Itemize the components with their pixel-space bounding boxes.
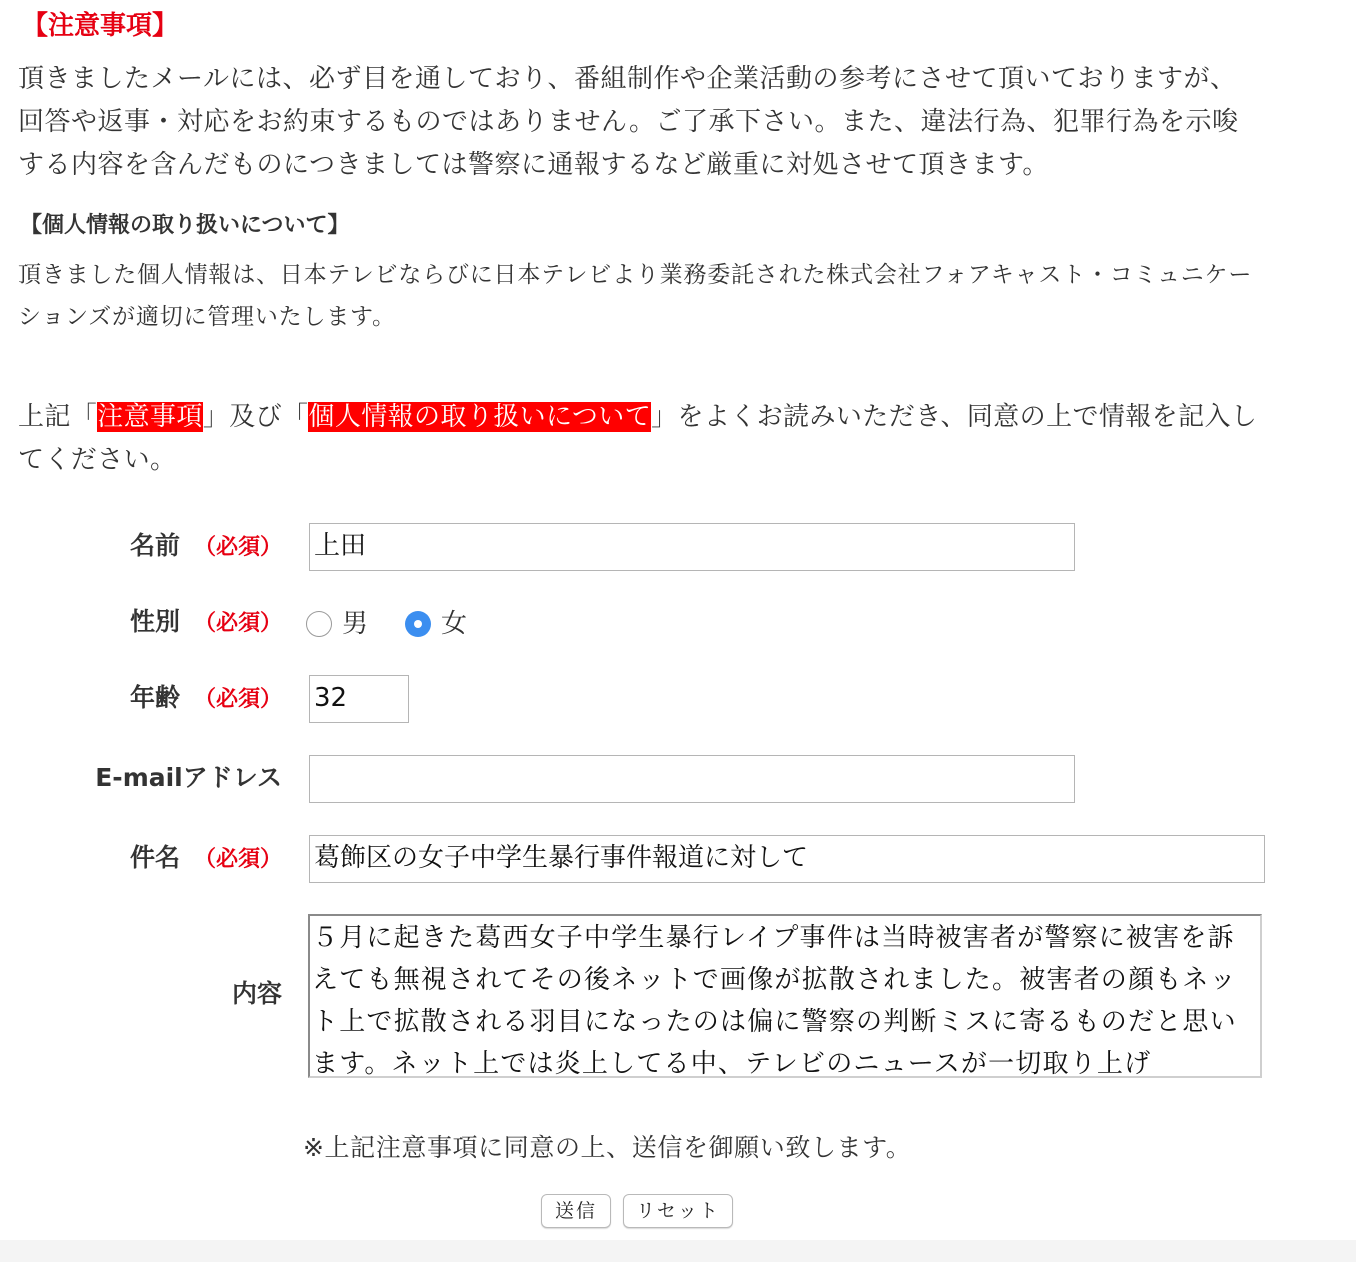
name-input[interactable]: 上田 xyxy=(309,523,1075,571)
gender-male-radio[interactable] xyxy=(306,611,332,637)
email-label-text: E-mailアドレス xyxy=(95,763,282,792)
gender-label xyxy=(130,602,282,644)
name-label-text: 名前 xyxy=(129,531,180,560)
notice-heading: 【注意事項】 xyxy=(22,11,179,41)
agreement-suffix: 」をよくお読みいただき、同意の上で情報を記入してください。 xyxy=(18,402,1258,475)
content-text: ５月に起きた葛西女子中学生暴行レイプ事件は当時被害者が警察に被害を訴えても無視されてその後ネットで画像が拡散されました。被害者の顔もネット上で拡散される羽目になったのは偏に警察の判断ミスに寄るものだと思います。ネット上では炎上してる中、テレビのニュースが一切取り上げ xyxy=(312,923,1237,1078)
subject-input[interactable]: 葛飾区の女子中学生暴行事件報道に対して xyxy=(309,835,1265,883)
required-mark: （必須） xyxy=(193,847,282,872)
reset-button[interactable]: リセット xyxy=(623,1194,733,1228)
privacy-link[interactable]: 個人情報の取り扱いについて xyxy=(308,402,652,432)
age-label-text: 年齢 xyxy=(129,683,180,712)
notice-text: 頂きましたメールには、必ず目を通しており、番組制作や企業活動の参考にさせて頂いておりますが、回答や返事・対応をお約束するものではありません。ご了承下さい。また、違法行為、犯罪行為を示唆する内容を含んだものにつきましては警察に通報するなど厳重に対処させて頂きます。 xyxy=(18,64,1239,180)
gender-female-radio[interactable] xyxy=(405,611,431,637)
privacy-text: 頂きました個人情報は、日本テレビならびに日本テレビより業務委託された株式会社フォアキャスト・コミュニケーションズが適切に管理いたします。 xyxy=(18,262,1253,330)
agreement-text xyxy=(18,396,1258,482)
submit-button[interactable]: 送信 xyxy=(541,1194,611,1228)
subject-label xyxy=(130,838,282,880)
content-label xyxy=(232,974,282,1014)
name-label xyxy=(130,526,282,568)
age-label xyxy=(130,678,282,720)
content-label-text: 内容 xyxy=(231,979,282,1008)
notice-link[interactable]: 注意事項 xyxy=(97,402,203,432)
consent-note: ※上記注意事項に同意の上、送信を御願い致します。 xyxy=(303,1133,912,1162)
email-input[interactable] xyxy=(309,755,1075,803)
subject-label-text: 件名 xyxy=(129,843,180,872)
content-textarea[interactable] xyxy=(308,914,1262,1078)
email-label xyxy=(95,758,282,798)
bottom-bar xyxy=(0,1240,1356,1262)
gender-female-label[interactable]: 女 xyxy=(441,609,468,639)
age-input[interactable]: 32 xyxy=(309,675,409,723)
agreement-mid: 」及び「 xyxy=(202,402,309,432)
privacy-heading: 【個人情報の取り扱いについて】 xyxy=(20,213,350,238)
gender-label-text: 性別 xyxy=(129,607,180,636)
agreement-prefix: 上記「 xyxy=(18,402,98,432)
gender-male-label[interactable]: 男 xyxy=(342,609,369,639)
required-mark: （必須） xyxy=(193,687,282,712)
required-mark: （必須） xyxy=(193,535,282,560)
required-mark: （必須） xyxy=(193,611,282,636)
